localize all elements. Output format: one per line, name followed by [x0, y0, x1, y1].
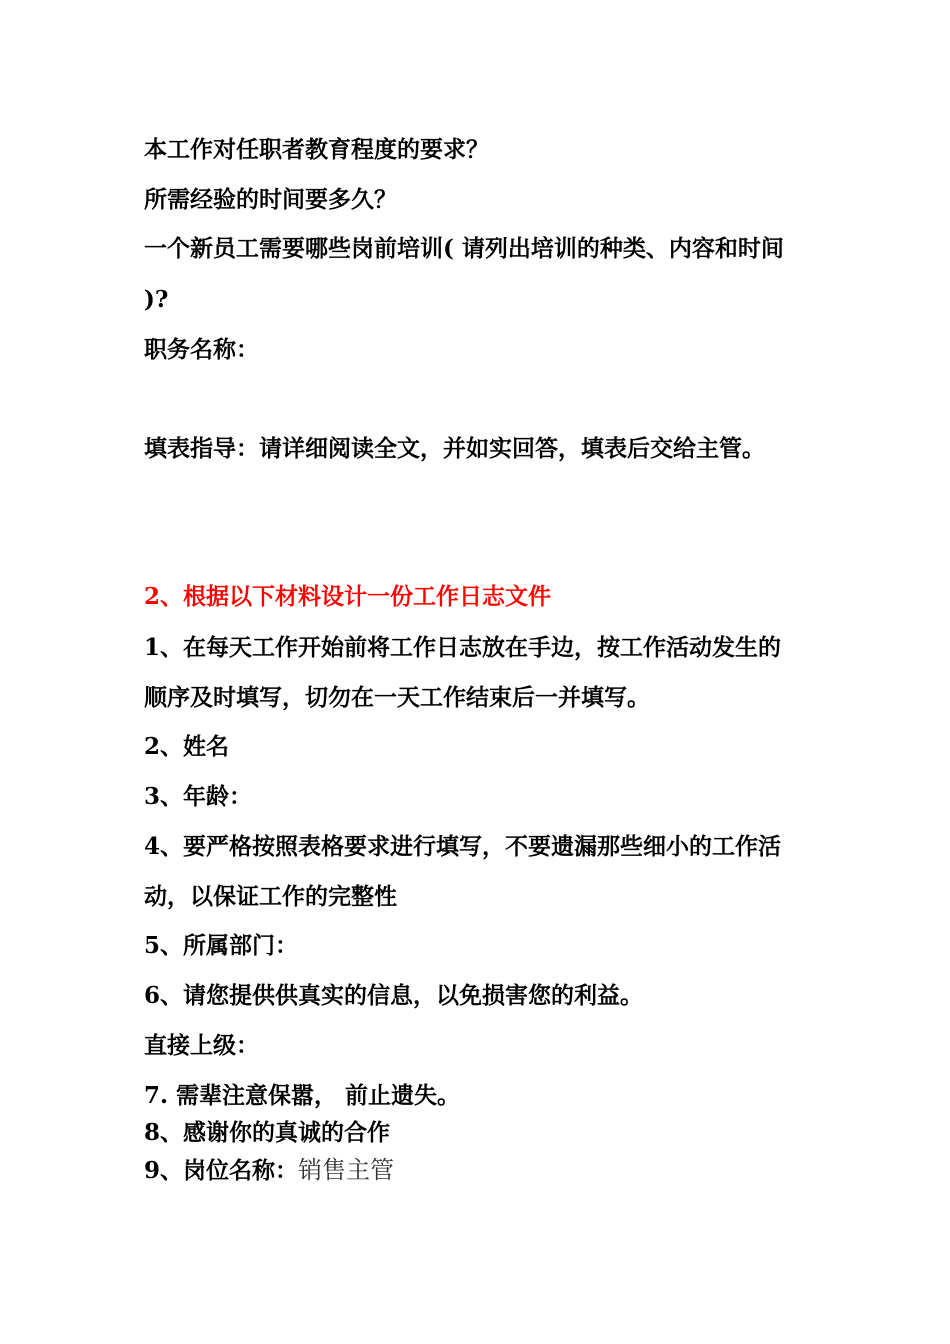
list-item: 动，以保证工作的完整性: [144, 883, 397, 910]
list-item: 直接上级：: [144, 1032, 259, 1059]
list-item: 1、在每天工作开始前将工作日志放在手边，按工作活动发生的: [144, 634, 782, 661]
list-item: 2、姓名: [144, 733, 230, 760]
list-item: 8、感谢你的真诚的合作: [144, 1119, 391, 1146]
job-title-value: 销售主管: [298, 1156, 395, 1184]
list-item: 7. 需辈注意保嚣， 前止遗失。: [144, 1082, 461, 1109]
question-experience: 所需经验的时间要多久？: [144, 186, 397, 213]
question-training: 一个新员工需要哪些岗前培训( 请列出培训的种类、内容和时间: [144, 235, 784, 262]
list-item: 4、要严格按照表格要求进行填写，不要遗漏那些细小的工作活: [144, 833, 782, 860]
job-title-label: 9、岗位名称：: [144, 1157, 299, 1184]
job-title-label: 职务名称：: [144, 336, 259, 363]
list-item: 3、年龄：: [144, 783, 253, 810]
form-instructions: 填表指导：请详细阅读全文，并如实回答，填表后交给主管。: [144, 435, 765, 462]
question-education: 本工作对任职者教育程度的要求？: [144, 136, 489, 163]
list-item: 顺序及时填写，切勿在一天工作结束后一并填写。: [144, 684, 650, 711]
question-training-end: )?: [144, 286, 169, 313]
list-item: 6、请您提供供真实的信息，以免损害您的利益。: [144, 982, 644, 1009]
section-heading: 2、根据以下材料设计一份工作日志文件: [144, 583, 552, 610]
list-item: 5、所属部门：: [144, 932, 299, 959]
list-item-job-title: [144, 1155, 824, 1186]
